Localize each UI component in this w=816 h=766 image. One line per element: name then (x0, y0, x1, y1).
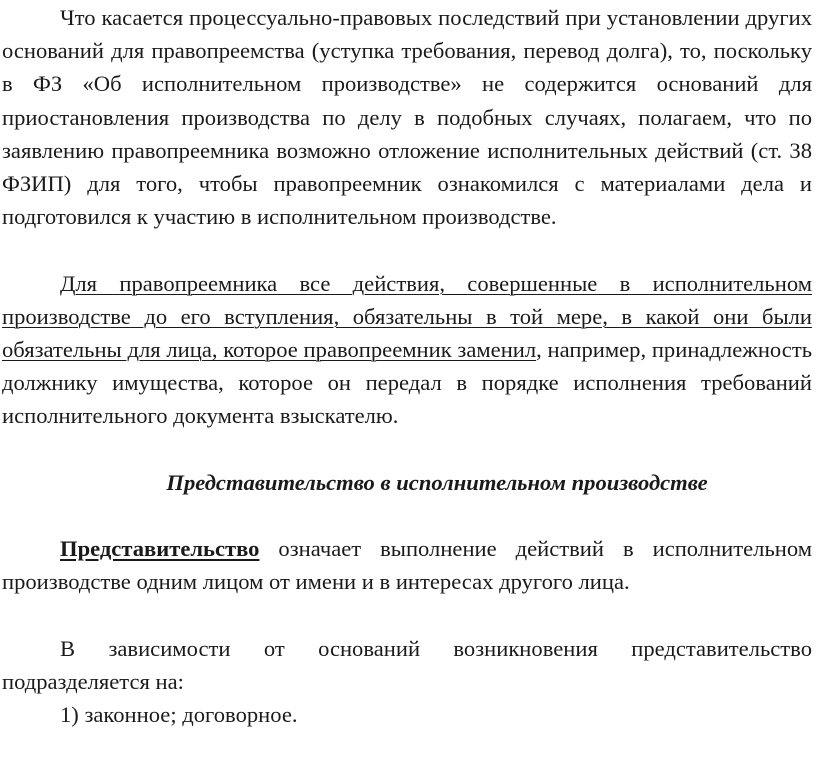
blank-line (2, 233, 812, 266)
document-page (2, 0, 812, 731)
blank-line (2, 599, 812, 632)
section-heading: Представительство в исполнительном производстве (166, 469, 708, 495)
paragraph-successor-obligations-rest: , например, принадлежность должнику имущества, которое он передал в порядке исполнения требований исполнительного документа взыскателю. (2, 337, 812, 429)
underlined-statement: Для правопреемника все действия, совершенные в исполнительном производстве до его вступления, обязательны в той мере, в какой они были обязательны для лица, которое правопреемник заменил (2, 270, 812, 363)
blank-line (2, 433, 812, 466)
paragraph-successor-obligations (2, 267, 812, 433)
list-item: 1) законное; договорное. (60, 702, 298, 728)
paragraph-classification-text: В зависимости от оснований возникновения представительство подразделяется на: (2, 635, 812, 694)
definition-text: означает выполнение действий в исполнительном производстве одним лицом от имени и в интересах другого лица. (2, 536, 812, 595)
paragraph-succession-consequences-text: Что касается процессуально-правовых последствий при установлении других оснований для правопреемства (уступка требования, перевод долга), то, поскольку в ФЗ «Об исполнительном производстве» не содержится оснований для приостановления производства по делу в подобных случаях, полагаем, что по заявлению правопреемника возможно отложение исполнительных действий (ст. 38 ФЗИП) для того, чтобы правопреемник ознакомился с материалами дела и подготовился к участию в исполнительном производстве. (2, 5, 812, 230)
paragraph-classification (2, 632, 812, 698)
definition-term: Представительство (60, 536, 260, 562)
paragraph-definition (2, 532, 812, 598)
paragraph-succession-consequences (2, 1, 812, 233)
blank-line (2, 499, 812, 532)
